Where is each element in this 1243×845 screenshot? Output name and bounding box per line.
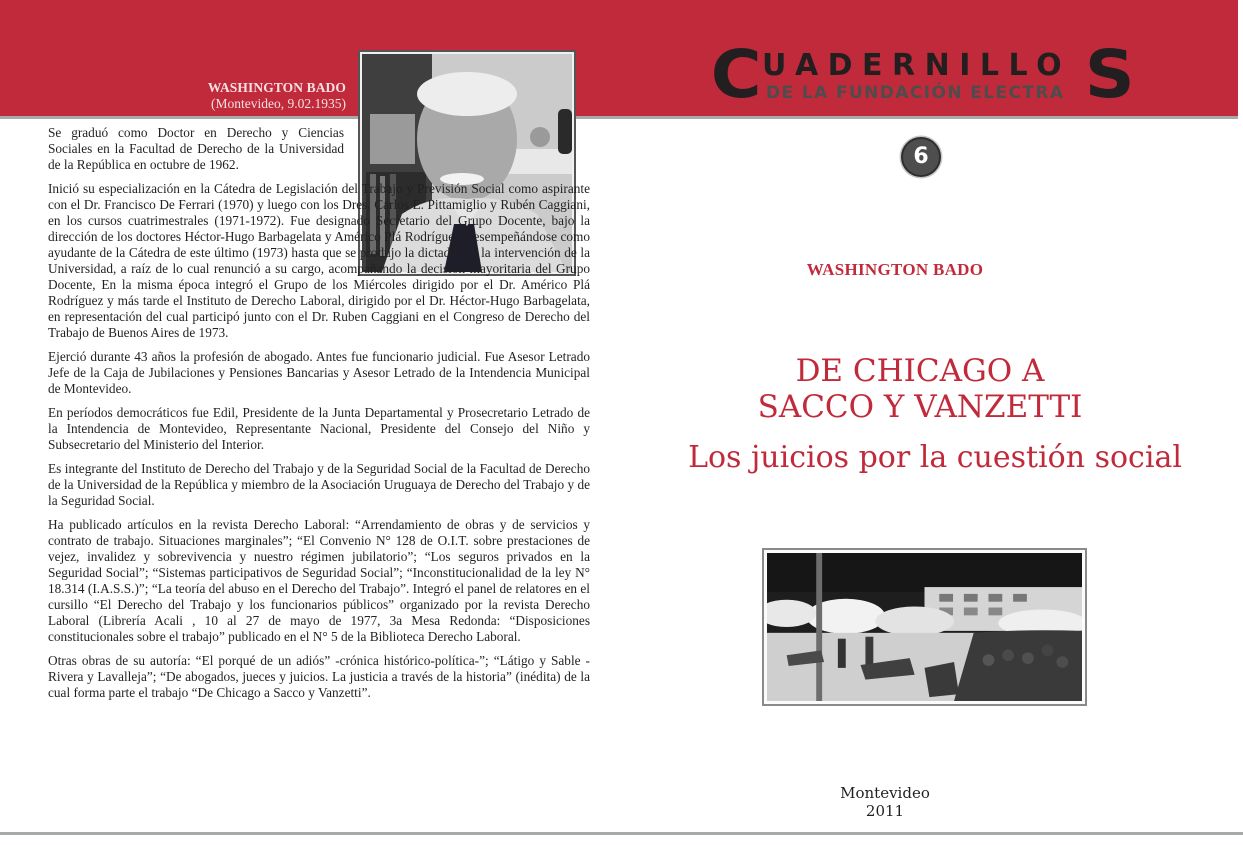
bio-author-birth: (Montevideo, 9.02.1935) [211, 96, 346, 111]
cover-title-line: SACCO Y VANZETTI [757, 389, 1083, 425]
bio-paragraph: Inició su especialización en la Cátedra de Legislación del Trabajo y Previsión Social como aspirante con el Dr. Francisco De Ferrari (1970) y luego con los Dres. Carlos E. Pittamiglio y Rubén Caggiani, en los cursos cuatrimestrales (1971-1972). Fue designado Secretario del Grupo Docente, bajo la dirección de los doctores Héctor-Hugo Barbagelata y Américo Plá Rodríguez, desempeñándose como ayudante de la Cátedra de este último (1973) hasta que se produjo la dictadura y la intervención de la Universidad, a raíz de lo cual renunció a su cargo, acompañando la decisión mayoritaria del Grupo Docente, En la misma época integró el Grupo de los Miércoles dirigido por el Dr. Américo Plá Rodríguez y más tarde el Instituto de Derecho Laboral, dirigido por el Dr. Héctor-Hugo Barbagelata, en representación del cual participó junto con el Dr. Ruben Caggiani en el Congreso de Derecho del Trabajo de Buenos Aires de 1973. [48, 181, 590, 340]
bio-paragraph: Ejerció durante 43 años la profesión de abogado. Antes fue funcionario judicial. Fue Asesor Letrado Jefe de la Caja de Jubilaciones y Pensiones Bancarias y Asesor Letrado de la Intendencia Municipal de Montevideo. [48, 349, 590, 396]
logo-subtitle: DE LA FUNDACIÓN ELECTRA [766, 83, 1065, 103]
cover-illustration [762, 548, 1087, 706]
bio-paragraph: Otras obras de su autoría: “El porqué de un adiós” -crónica histórico-política-”; “Látigo y Sable - Rivera y Lavalleja”; “De abogados, jueces y juicios. La justicia a través de la historia” (inédita) de la cual forma parte el trabajo “De Chicago a Sacco y Vanzetti”. [48, 653, 590, 700]
bio-text [48, 125, 590, 709]
cuadernillos-logo [710, 36, 1136, 113]
logo-first-letter: C [710, 36, 762, 113]
cover-title-line: DE CHICAGO A [795, 353, 1045, 389]
page-edge [1238, 0, 1243, 119]
cover-subtitle: Los juicios por la cuestión social [688, 440, 1182, 475]
bio-paragraph: Ha publicado artículos en la revista Derecho Laboral: “Arrendamiento de obras y de servicios y contrato de trabajo. Situaciones marginales”; “El Convenio N° 128 de O.I.T. sobre prestaciones de vejez, invalidez y sobrevivencia y nuestro régimen jubilatorio”; “Los seguros privados en la Seguridad Social”; “Sistemas participativos de Seguridad Social”; “Inconstitucionalidad de la ley N° 18.314 (I.A.S.S.)”; “La teoría del abuso en el Derecho del Trabajo”. Integró el panel de relatores en el cursillo “El Derecho del Trabajo y los funcionarios públicos” organizado por la revista Derecho Laboral (Librería Acali , 10 al 27 de mayo de 1977, 3a Mesa Redonda: “Disposiciones constitucionales sobre el trabajo” publicado en el N° 5 de la Biblioteca Derecho Laboral. [48, 517, 590, 644]
bio-paragraph: Se graduó como Doctor en Derecho y Ciencias Sociales en la Facultad de Derecho de la Universidad de la República en octubre de 1962. [48, 125, 344, 172]
header-rule [0, 116, 1243, 119]
cover-author: WASHINGTON BADO [806, 260, 984, 279]
bio-paragraph: En períodos democráticos fue Edil, Presidente de la Junta Departamental y Prosecretario Letrado de la Intendencia de Montevideo, Representante Nacional, Presidente del Consejo del Niño y Subsecretario del Ministerio del Interior. [48, 405, 590, 452]
bio-author-name: WASHINGTON BADO [207, 80, 346, 95]
logo-wordmark: UADERNILLO [762, 48, 1072, 83]
issue-number-badge: 6 [901, 137, 941, 177]
bottom-rule [0, 832, 1243, 835]
cover-title [740, 353, 1100, 425]
bio-paragraph: Es integrante del Instituto de Derecho del Trabajo y de la Seguridad Social de la Facultad de Derecho de la Universidad de la República y miembro de la Asociación Uruguaya de Derecho del Trabajo y de la Seguridad Social. [48, 461, 590, 508]
logo-last-letter: S [1085, 36, 1136, 113]
publication-year: 2011 [865, 802, 905, 820]
publication-place: Montevideo [840, 784, 930, 802]
riot-engraving-image [767, 553, 1082, 701]
